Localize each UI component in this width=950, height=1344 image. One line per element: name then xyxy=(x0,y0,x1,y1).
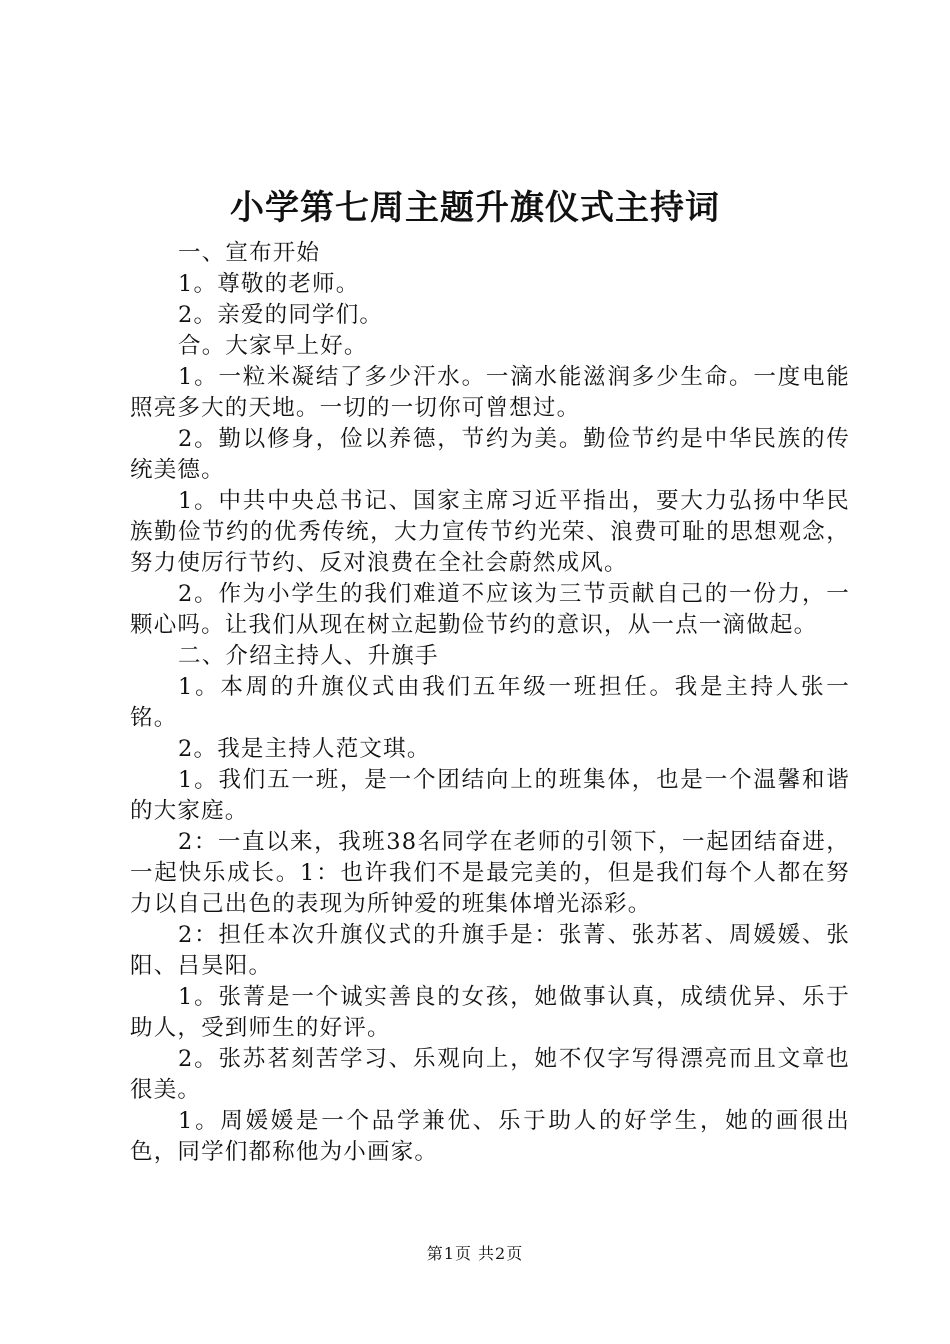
paragraph: 2：担任本次升旗仪式的升旗手是：张菁、张苏茗、周媛媛、张阳、吕昊阳。 xyxy=(130,922,850,979)
paragraph: 1。本周的升旗仪式由我们五年级一班担任。我是主持人张一铭。 xyxy=(130,674,850,731)
paragraph: 1。我们五一班，是一个团结向上的班集体，也是一个温馨和谐的大家庭。 xyxy=(130,767,850,824)
paragraph: 2。我是主持人范文琪。 xyxy=(178,736,431,762)
paragraph: 2：一直以来，我班38名同学在老师的引领下，一起团结奋进，一起快乐成长。1：也许我们不是最完美的，但是我们每个人都在努力以自己出色的表现为所钟爱的班集体增光添彩。 xyxy=(130,829,850,917)
paragraph: 1。一粒米凝结了多少汗水。一滴水能滋润多少生命。一度电能照亮多大的天地。一切的一切你可曾想过。 xyxy=(130,364,850,421)
paragraph: 2。亲爱的同学们。 xyxy=(178,302,384,328)
paragraph: 二、介绍主持人、升旗手 xyxy=(178,643,439,669)
paragraph: 1。张菁是一个诚实善良的女孩，她做事认真，成绩优异、乐于助人，受到师生的好评。 xyxy=(130,984,850,1041)
paragraph: 1。周媛媛是一个品学兼优、乐于助人的好学生，她的画很出色，同学们都称他为小画家。 xyxy=(130,1108,850,1165)
document-title: 小学第七周主题升旗仪式主持词 xyxy=(230,188,720,228)
paragraph: 1。尊敬的老师。 xyxy=(178,271,360,297)
paragraph: 合。大家早上好。 xyxy=(178,333,368,359)
paragraph: 2。作为小学生的我们难道不应该为三节贡献自己的一份力，一颗心吗。让我们从现在树立起勤俭节约的意识，从一点一滴做起。 xyxy=(130,581,850,638)
paragraph: 2。勤以修身，俭以养德，节约为美。勤俭节约是中华民族的传统美德。 xyxy=(130,426,850,483)
document-body xyxy=(130,238,850,1168)
paragraph: 1。中共中央总书记、国家主席习近平指出，要大力弘扬中华民族勤俭节约的优秀传统，大力宣传节约光荣、浪费可耻的思想观念，努力使厉行节约、反对浪费在全社会蔚然成风。 xyxy=(130,488,850,576)
paragraph: 一、宣布开始 xyxy=(178,240,321,266)
page-footer: 第1页 共2页 xyxy=(426,1244,524,1263)
paragraph: 2。张苏茗刻苦学习、乐观向上，她不仅字写得漂亮而且文章也很美。 xyxy=(130,1046,850,1103)
